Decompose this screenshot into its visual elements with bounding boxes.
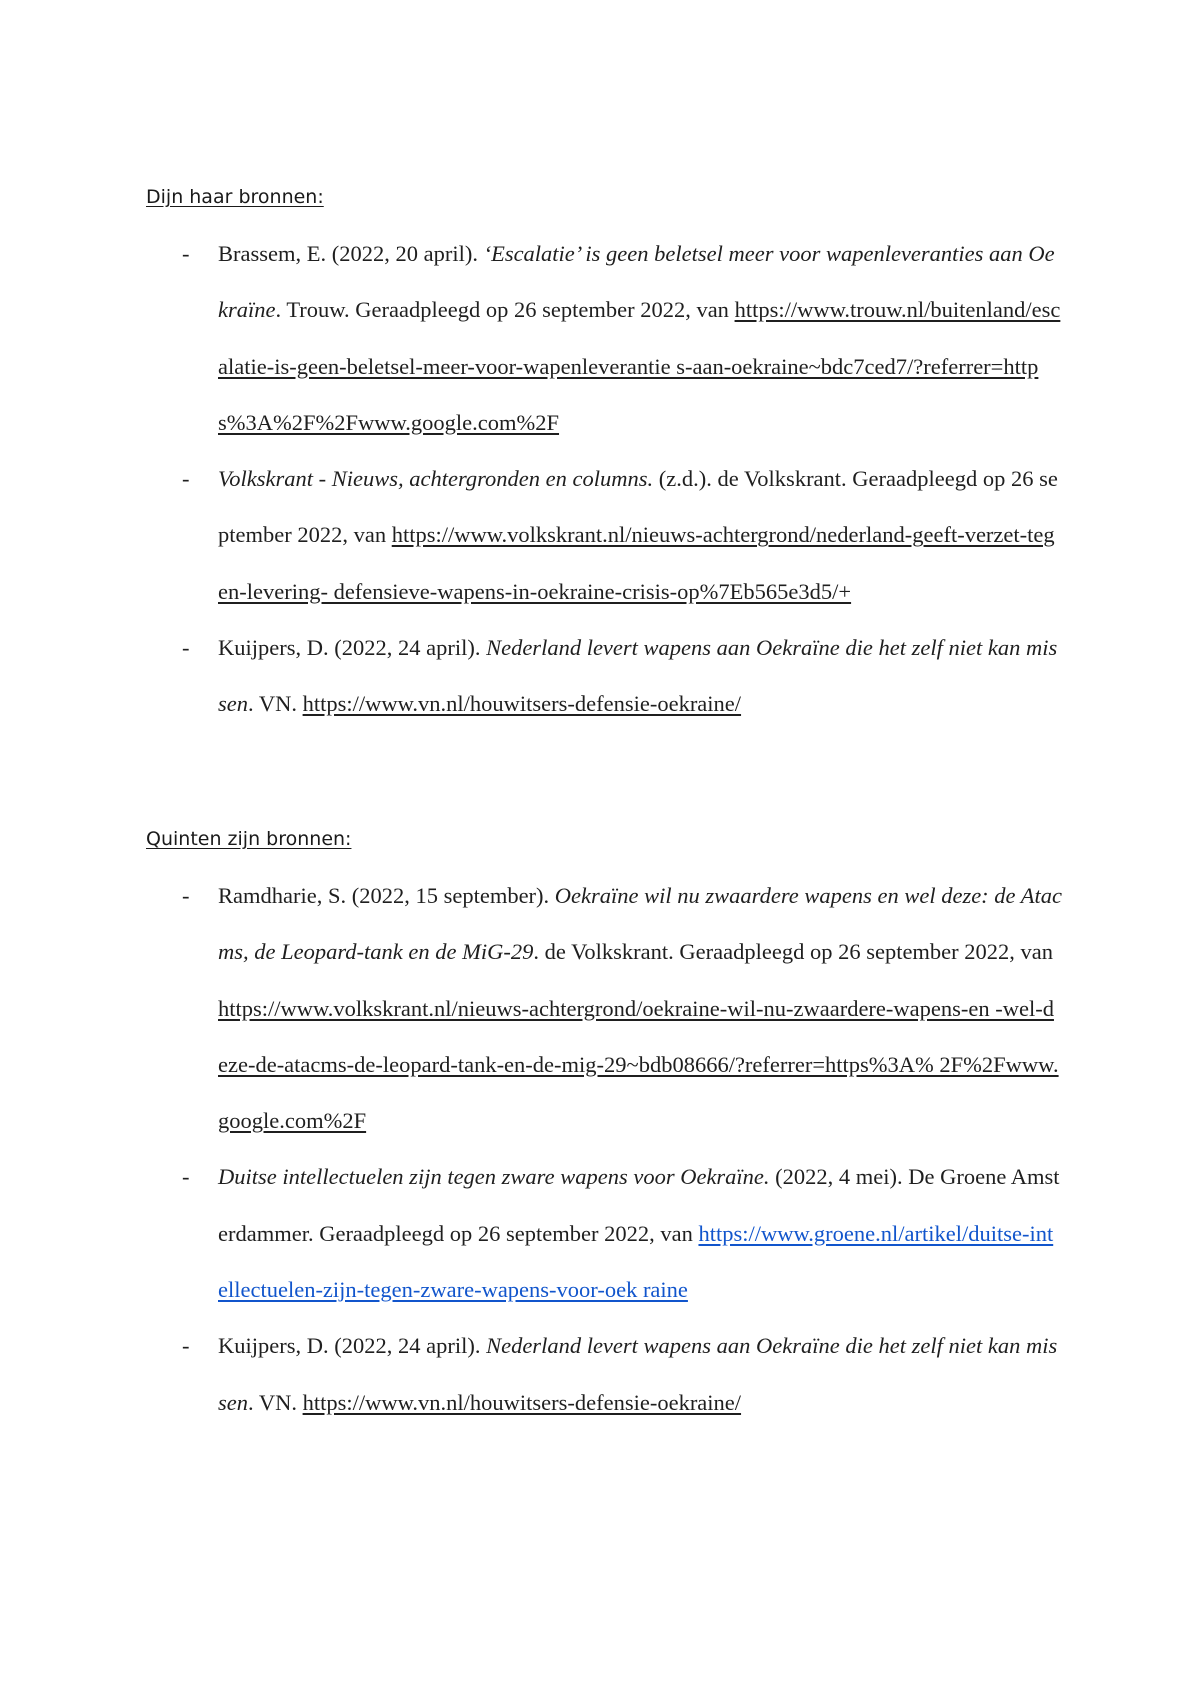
- citation-link[interactable]: https://www.vn.nl/houwitsers-defensie-oekraine/: [302, 1389, 742, 1415]
- citation-title: Duitse intellectuelen zijn tegen zware wapens voor Oekraïne.: [218, 1164, 770, 1190]
- citation-text: [218, 620, 1063, 733]
- citation-author: Ramdharie, S. (2022, 15 september).: [218, 883, 555, 908]
- citation-source: (2022, 4 mei). De Groene Amsterdammer. Geraadpleegd op 26 september 2022, van: [218, 1164, 1060, 1246]
- citation-text: [218, 1318, 1063, 1431]
- list-dash: -: [182, 883, 190, 908]
- citation-link[interactable]: https://www.volkskrant.nl/nieuws-achtergrond/nederland-geeft-verzet-tegen-levering- defensieve-wapens-in-oekraine-crisis-op%7Eb565e3d5/+: [218, 522, 1055, 604]
- citation-source: (z.d.). de Volkskrant. Geraadpleegd op 26 september 2022, van: [218, 466, 1058, 548]
- citation-link[interactable]: https://www.vn.nl/houwitsers-defensie-oekraine/: [302, 691, 742, 717]
- citation-text: [218, 226, 1063, 451]
- citation-source: . de Volkskrant. Geraadpleegd op 26 september 2022, van: [533, 939, 1054, 965]
- list-dash: -: [182, 466, 190, 492]
- citation-link[interactable]: https://www.volkskrant.nl/nieuws-achtergrond/oekraine-wil-nu-zwaardere-wapens-en -wel-deze-de-atacms-de-leopard-tank-en-de-mig-29~bdb08666/?referrer=https%3A% 2F%2Fwww.google.com%2F: [218, 995, 1059, 1134]
- citation-title: Nederland levert wapens aan Oekraïne die het zelf niet kan missen: [218, 635, 1058, 717]
- citation-author: Brassem, E. (2022, 20 april).: [218, 241, 484, 266]
- list-dash: -: [182, 241, 190, 266]
- citation-text: [218, 451, 1063, 620]
- citation-link[interactable]: https://www.groene.nl/artikel/duitse-intellectuelen-zijn-tegen-zware-wapens-voor-oek raine: [218, 1220, 1054, 1303]
- list-item: [0, 451, 1063, 620]
- citation-text: [218, 1149, 1063, 1318]
- list-item: [0, 226, 1063, 451]
- citation-source: . Trouw. Geraadpleegd op 26 september 2022, van: [275, 297, 735, 323]
- source-list-quinten: [0, 868, 1200, 1431]
- list-dash: -: [182, 635, 190, 661]
- citation-text: [218, 868, 1063, 1149]
- citation-author: Kuijpers, D. (2022, 24 april).: [218, 1333, 487, 1359]
- section-heading-dijn: Dijn haar bronnen:: [146, 186, 324, 208]
- list-dash: -: [182, 1333, 190, 1359]
- citation-title: Nederland levert wapens aan Oekraïne die het zelf niet kan missen: [218, 1333, 1058, 1415]
- list-item: [0, 620, 1063, 733]
- source-list-dijn: [0, 226, 1200, 733]
- section-heading-quinten: Quinten zijn bronnen:: [146, 828, 352, 850]
- citation-author: Kuijpers, D. (2022, 24 april).: [218, 635, 487, 661]
- citation-title: Volkskrant - Nieuws, achtergronden en columns.: [218, 466, 654, 492]
- citation-source: . VN.: [248, 1389, 303, 1415]
- citation-source: . VN.: [248, 691, 303, 717]
- list-item: [0, 1318, 1063, 1431]
- list-item: [0, 868, 1063, 1149]
- list-item: [0, 1149, 1063, 1318]
- list-dash: -: [182, 1164, 190, 1190]
- citation-title: Oekraïne wil nu zwaardere wapens en wel deze: de Atacms, de Leopard-tank en de MiG-29: [218, 883, 1062, 965]
- citation-link[interactable]: https://www.trouw.nl/buitenland/escalatie-is-geen-beletsel-meer-voor-wapenleverantie s-aan-oekraine~bdc7ced7/?referrer=https%3A%2F%2Fwww.google.com%2F: [218, 297, 1061, 435]
- citation-title: ‘Escalatie’ is geen beletsel meer voor wapenleveranties aan Oekraïne: [218, 241, 1055, 323]
